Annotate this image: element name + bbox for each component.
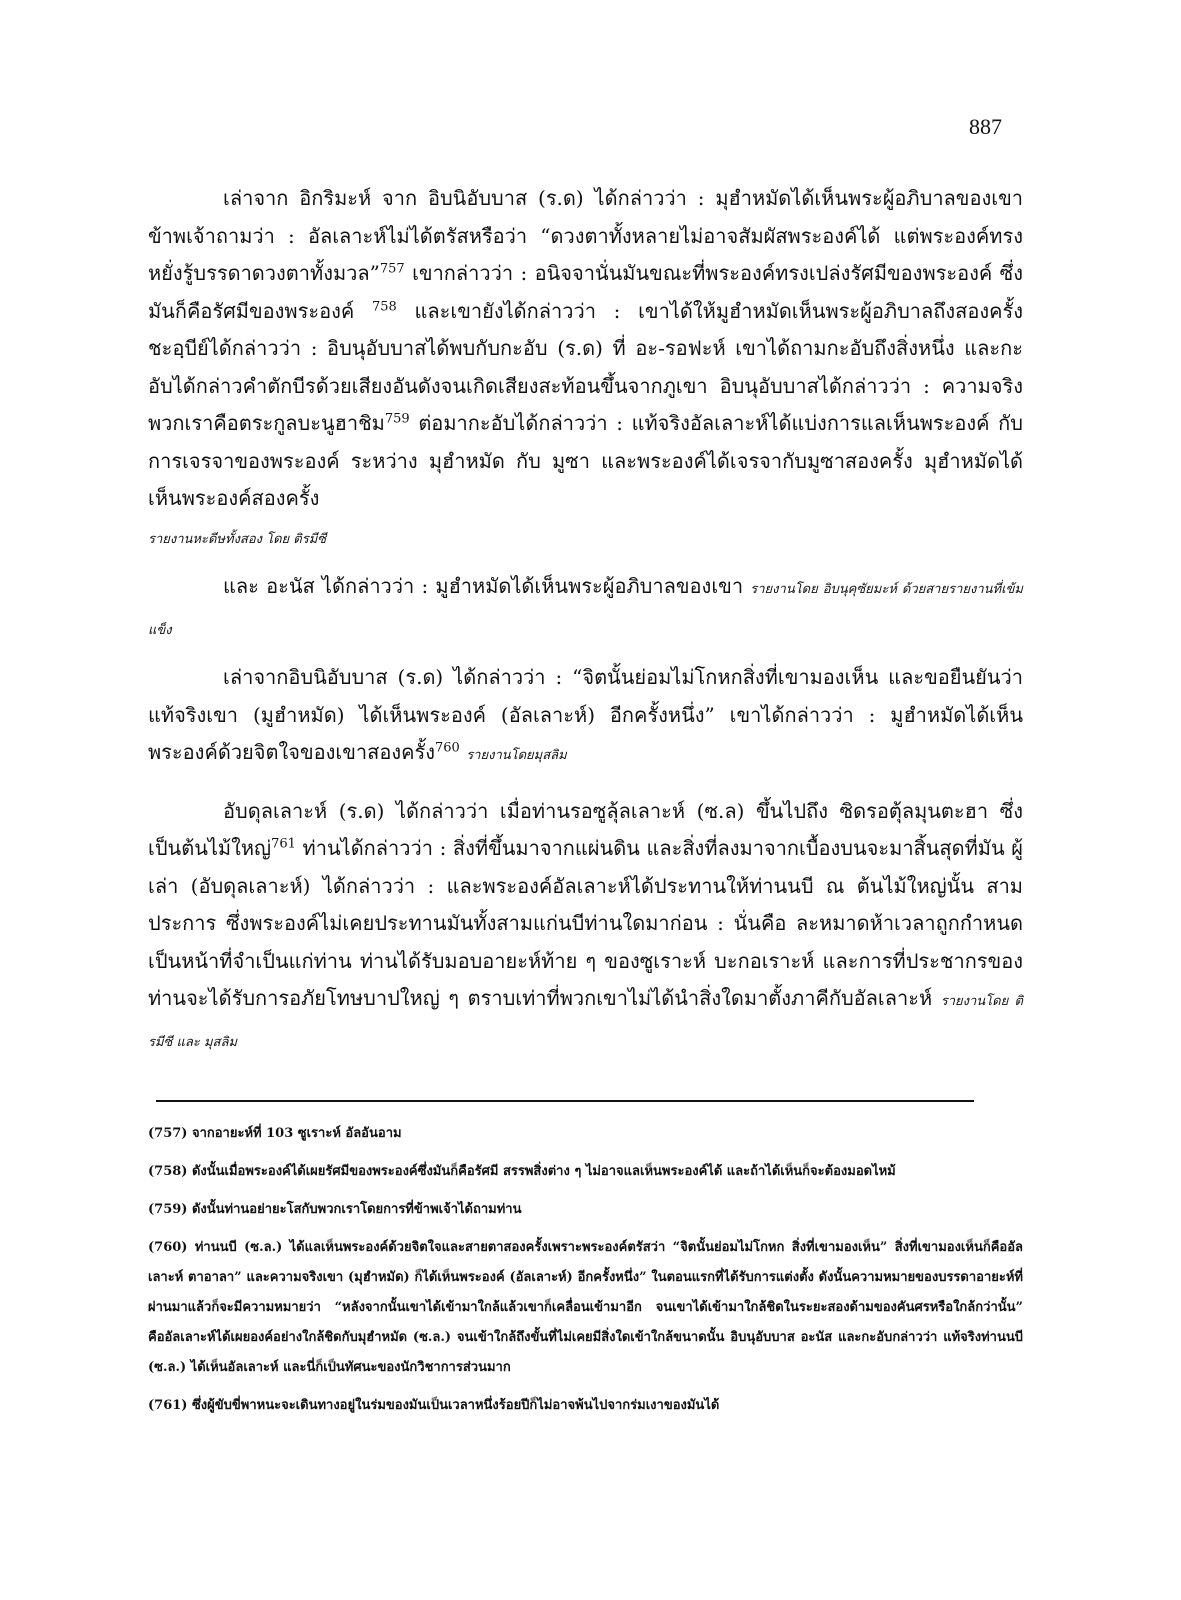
footnote-ref[interactable]: 760 <box>435 740 460 756</box>
paragraph <box>148 659 1023 775</box>
footnote: (761) ซึ่งผู้ขับขี่พาหนะจะเดินทางอยู่ในร่มของมันเป็นเวลาหนึ่งร้อยปีก็ไม่อาจพ้นไปจากร่มเงาของมันได้ <box>148 1398 720 1413</box>
paragraph-text: และเขายังได้กล่าวว่า : เขาได้ให้มูฮำหมัดเห็นพระผู้อภิบาลถึงสองครั้ง ชะอฺบีย์ได้กล่าวว่า : อิบนุอับบาสได้พบกับกะอับ (ร.ด) ที่ อะ-รอฟะห์ เขาได้ถามกะอับถึงสิ่งหนึ่ง และกะอับได้กล่าวคำตักบีรด้วยเสียงอันดังจนเกิดเสียงสะท้อนขึ้นจากภูเขา อิบนุอับบาสได้กล่าวว่า : ความจริงพวกเราคือตระกูลบะนูฮาชิม <box>148 298 1024 435</box>
footnote: (758) ดังนั้นเมื่อพระองค์ได้เผยรัศมีของพระองค์ซึ่งมันก็คือรัศมี สรรพสิ่งต่าง ๆ ไม่อาจแลเห็นพระองค์ได้ และถ้าได้เห็นก็จะต้องมอดไหม้ <box>148 1164 896 1179</box>
paragraph-text: เล่าจาก อิกริมะห์ จาก อิบนิอับบาส (ร.ด) ได้กล่าวว่า : มุฮำหมัดได้เห็นพระผู้อภิบาลของเขา ข้าพเจ้าถามว่า : อัลเลาะห์ไม่ได้ตรัสหรือว่า “ดวงตาทั้งหลายไม่อาจสัมผัสพระองค์ได้ แต่พระองค์ทรงหยั่งรู้บรรดาดวงตาทั้งมวล” <box>148 186 1023 285</box>
footnote-ref[interactable]: 761 <box>271 836 296 852</box>
paragraph-text: และ อะนัส ได้กล่าวว่า : มูฮำหมัดได้เห็นพระผู้อภิบาลของเขา <box>223 574 751 598</box>
hadith-source: รายงานโดยมุสลิม <box>466 748 567 763</box>
footnote-ref[interactable]: 758 <box>371 298 397 314</box>
footnote-divider <box>156 1100 974 1102</box>
paragraph-text: ท่านได้กล่าวว่า : สิ่งที่ขึ้นมาจากแผ่นดิน และสิ่งที่ลงมาจากเบื้องบนจะมาสิ้นสุดที่มัน ผู้เล่า (อับดุลเลาะห์) ได้กล่าวว่า : และพระองค์อัลเลาะห์ได้ประทานให้ท่านนบี ณ ต้นไม้ใหญ่นั้น สามประการ ซึ่งพระองค์ไม่เคยประทานมันทั้งสามแก่นบีท่านใดมาก่อน : นั่นคือ ละหมาดห้าเวลาถูกกำหนดเป็นหน้าที่จำเป็นแก่ท่าน ท่านได้รับมอบอายะห์ท้าย ๆ ของซูเราะห์ บะกอเราะห์ และการที่ประชากรของท่านจะได้รับการอภัยโทษบาปใหญ่ ๆ ตราบเท่าที่พวกเขาไม่ได้นำสิ่งใดมาตั้งภาคีกับอัลเลาะห์ <box>148 836 1023 1010</box>
footnotes <box>148 1119 1023 1429</box>
paragraph <box>148 180 1023 558</box>
paragraph-text: อับดุลเลาะห์ (ร.ด) ได้กล่าวว่า เมื่อท่านรอซูลุ้ลเลาะห์ (ซ.ล) ขึ้นไปถึง ซิดรอตุ้ลมุนตะฮา ซึ่งเป็นต้นไม้ใหญ่ <box>148 798 1023 860</box>
footnote-ref[interactable]: 759 <box>384 411 410 427</box>
hadith-source: รายงานโดย อิบนุคุซัยมะห์ ด้วยสายรายงานที่เข้มแข็ง <box>148 582 1024 638</box>
footnote: (760) ท่านนบี (ซ.ล.) ได้แลเห็นพระองค์ด้วยจิตใจและสายตาสองครั้งเพราะพระองค์ตรัสว่า “จิตนั้นย่อมไม่โกหก สิ่งที่เขามองเห็น” สิ่งที่เขามองเห็นก็คืออัลเลาะห์ ตาอาลา” และความจริงเขา (มุฮำหมัด) ก็ได้เห็นพระองค์ (อัลเลาะห์) อีกครั้งหนึ่ง” ในตอนแรกที่ได้รับการแต่งตั้ง ดังนั้นความหมายของบรรดาอายะห์ที่ผ่านมาแล้วก็จะมีความหมายว่า “หลังจากนั้นเขาได้เข้ามาใกล้แล้วเขาก็เคลื่อนเข้ามาอีก จนเขาได้เข้ามาใกล้ชิดในระยะสองด้ามของคันศรหรือใกล้กว่านั้น” คืออัลเลาะห์ได้เผยองค์อย่างใกล้ชิดกับมุฮำหมัด (ซ.ล.) จนเข้าใกล้ถึงขั้นที่ไม่เคยมีสิ่งใดเข้าใกล้ขนาดนั้น อิบนุอับบาส อะนัส และกะอับกล่าวว่า แท้จริงท่านนบี (ซ.ล.) ได้เห็นอัลเลาะห์ และนี่ก็เป็นทัศนะของนักวิชาการส่วนมาก <box>148 1240 1023 1375</box>
paragraph-text: เล่าจากอิบนิอับบาส (ร.ด) ได้กล่าวว่า : “จิตนั้นย่อมไม่โกหกสิ่งที่เขามองเห็น และขอยืนยันว่า แท้จริงเขา (มูฮำหมัด) ได้เห็นพระองค์ (อัลเลาะห์) อีกครั้งหนึ่ง” เขาได้กล่าวว่า : มูฮำหมัดได้เห็นพระองค์ด้วยจิตใจของเขาสองครั้ง <box>148 665 1023 764</box>
hadith-source: รายงานโดย ติรมีซี และ มุสลิม <box>148 994 1023 1050</box>
paragraph-text: ต่อมากะอับได้กล่าวว่า : แท้จริงอัลเลาะห์ได้แบ่งการแลเห็นพระองค์ กับการเจรจาของพระองค์ ระหว่าง มุฮำหมัด กับ มูซา และพระองค์ได้เจรจากับมูซาสองครั้ง มุฮำหมัดได้เห็นพระองค์สองครั้ง <box>148 411 1023 510</box>
paragraph <box>148 568 1023 649</box>
footnote-ref[interactable]: 757 <box>379 261 405 277</box>
paragraph <box>148 793 1023 1062</box>
footnote: (757) จากอายะห์ที่ 103 ซูเราะห์ อัลอันอาม <box>148 1126 402 1141</box>
paragraph-text: เขากล่าวว่า : อนิจจานั่นมันขณะที่พระองค์ทรงเปล่งรัศมีของพระองค์ ซึ่งมันก็คือรัศมีของพระองค์ <box>148 261 1023 323</box>
page-number: 887 <box>969 114 1002 139</box>
footnote: (759) ดังนั้นท่านอย่ายะโสกับพวกเราโดยการที่ข้าพเจ้าได้ถามท่าน <box>148 1202 522 1217</box>
hadith-source: รายงานหะดีษทั้งสอง โดย ติรมีซี <box>148 531 327 547</box>
main-text <box>148 180 1023 1061</box>
